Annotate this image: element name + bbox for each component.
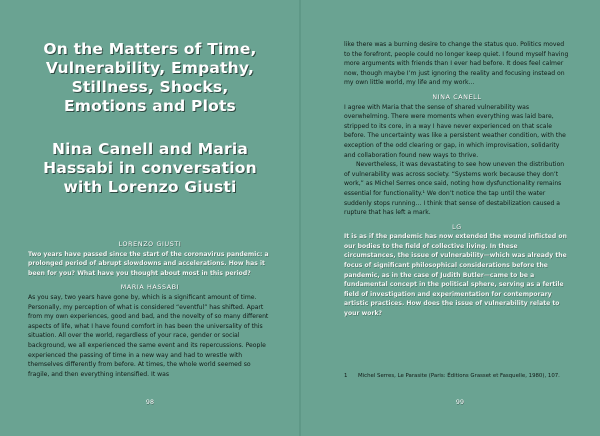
question-text: It is as if the pandemic has now extended the wound inflicted on our bodies to the field of collective living. In these circumstances, the issue of vulnerability—which was already the focus of significant philosophical considerations before the pandemic, as in the case of Judith Butler—came to be a fundamental concept in the political sphere, serving as a fertile field of investigation and experimentation for contemporary artistic practices. How does the issue of vulnerability relate to your work? <box>344 233 567 318</box>
interview-column-left <box>28 240 272 379</box>
speaker-name: MARIA HASSABI <box>120 283 180 292</box>
footnote <box>344 372 570 390</box>
answer-text: like there was a burning desire to change the status quo. Politics moved to the forefront, people could no longer keep quiet. I found myself having more arguments with friends than I ever had before. It does feel calmer now, though maybe I’m just ignoring the reality and focusing instead on my own little world, my life and my work… <box>344 41 569 87</box>
interview-column-right <box>344 40 570 319</box>
answer-text: I agree with Maria that the sense of shared vulnerability was overwhelming. There were moments when everything was laid bare, stripped to its core, in a way I have never experienced on that scale before. The uncertainty was like a persistent weather condition, with the exception of the odd clearing or gap, in which improvisation, solidarity and collaboration found new ways to thrive. <box>344 103 566 159</box>
article-subtitle: Nina Canell and Maria Hassabi in conversation with Lorenzo Giusti <box>43 140 257 196</box>
speaker-name: NINA CANELL <box>432 92 482 101</box>
footnote-text: Michel Serres, Le Parasite (Paris: Éditions Grasset et Fasquelle, 1980), 107. <box>358 373 560 379</box>
answer-text: Nevertheless, it was devastating to see how uneven the distribution of vulnerability was across society. “Systems work because they don’t work,” as Michel Serres once said, noting how dysfunctionality remains essential for functionality.¹ We don’t notice the tap until the water suddenly stops running… I think that sense of destabilization caused a rupture that has left a mark. <box>344 161 565 217</box>
speaker-name: LORENZO GIUSTI <box>118 240 182 248</box>
footnote-number: 1 <box>344 373 348 379</box>
page-number: 99 <box>455 398 465 406</box>
speaker-name: LG <box>452 222 462 231</box>
answer-text: As you say, two years have gone by, which is a significant amount of time. Personally, my perception of what is considered “eventful” has shifted. Apart from my own experiences, good and bad, and the novelty of so many different aspects of life, what I have found comfort in has been the universality of this situation. All over the world, regardless of your race, gender or social background, we all experienced the same event and its repercussions. People experienced the passing of time in a new way and had to wrestle with themselves differently from before. At times, the whole world seemed so fragile, and then everything intensified. It was <box>28 293 269 378</box>
right-page <box>300 0 600 436</box>
question-text: Two years have passed since the start of the coronavirus pandemic: a prolonged period of abrupt slowdowns and accelerations. How has it been for you? What have you thought about most in this period? <box>28 250 269 277</box>
article-title: On the Matters of Time, Vulnerability, Empathy, Stillness, Shocks, Emotions and Plots <box>43 40 257 115</box>
page-number: 98 <box>145 398 155 406</box>
